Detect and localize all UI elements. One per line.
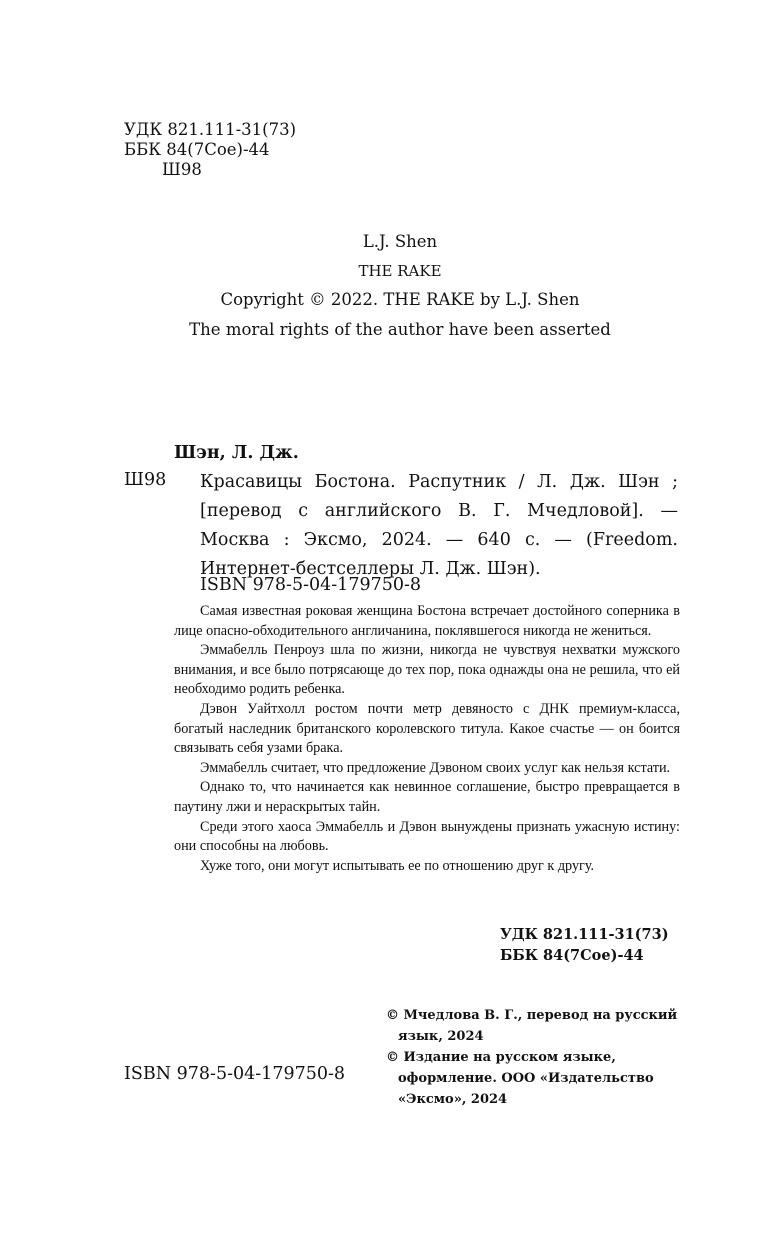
annotation-paragraph: Однако то, что начинается как невинное соглашение, быстро превращается в паутину лжи и нераскрытых тайн.	[174, 779, 680, 815]
description-text: Красавицы Бостона. Распутник / Л. Дж. Шэн ; [перевод с английского В. Г. Мчедловой]. — Москва : Эксмо, 2024. — 640 с. — (Freedom. Интернет-бестселлеры Л. Дж. Шэн).	[200, 472, 678, 579]
isbn-main: ISBN 978-5-04-179750-8	[200, 575, 422, 595]
annotation-paragraph: Дэвон Уайтхолл ростом почти метр девяносто с ДНК премиум-класса, богатый наследник британского королевского титула. Какое счастье — он боится связывать себя узами брака.	[174, 700, 680, 757]
udk-bold: УДК 821.111-31(73)	[500, 926, 669, 943]
author-heading: Шэн, Л. Дж.	[174, 443, 299, 463]
translation-copyright: © Мчедлова В. Г., перевод на русский язык, 2024	[386, 1008, 678, 1044]
edition-copyright: © Издание на русском языке, оформление. ООО «Издательство «Эксмо», 2024	[386, 1050, 654, 1107]
classification-codes	[124, 120, 296, 180]
isbn-bottom: ISBN 978-5-04-179750-8	[124, 1064, 346, 1084]
annotation-paragraph: Эммабелль Пенроуз шла по жизни, никогда не чувствуя нехватки мужского внимания, и все было потрясающе до тех пор, пока однажды она не решила, что ей необходимо родить ребенка.	[174, 642, 680, 698]
original-title: THE RAKE	[358, 262, 442, 280]
annotation	[174, 602, 680, 876]
copyright-block	[386, 1005, 680, 1110]
annotation-paragraph: Среди этого хаоса Эммабелль и Дэвон вынуждены признать ужасную истину: они способны на любовь.	[174, 818, 680, 855]
moral-rights-line: The moral rights of the author have been asserted	[189, 320, 611, 339]
bibliographic-shifr: Ш98	[124, 470, 167, 490]
author-sign: Ш98	[162, 160, 202, 179]
udk-code: УДК 821.111-31(73)	[124, 120, 297, 139]
annotation-paragraph: Самая известная роковая женщина Бостона встречает достойного соперника в лице опасно-обходительного англичанина, поклявшегося никогда не жениться.	[174, 603, 680, 639]
bbk-bold: ББК 84(7Сое)-44	[500, 947, 644, 964]
bbk-code: ББК 84(7Сое)-44	[124, 140, 270, 159]
original-author: L.J. Shen	[362, 232, 438, 251]
bibliographic-description	[200, 468, 678, 584]
copyright-line: Copyright © 2022. THE RAKE by L.J. Shen	[220, 290, 580, 309]
annotation-paragraph: Хуже того, они могут испытывать ее по отношению друг к другу.	[200, 857, 595, 874]
udk-block	[500, 924, 678, 966]
annotation-paragraph: Эммабелль считает, что предложение Дэвоном своих услуг как нельзя кстати.	[200, 759, 671, 776]
